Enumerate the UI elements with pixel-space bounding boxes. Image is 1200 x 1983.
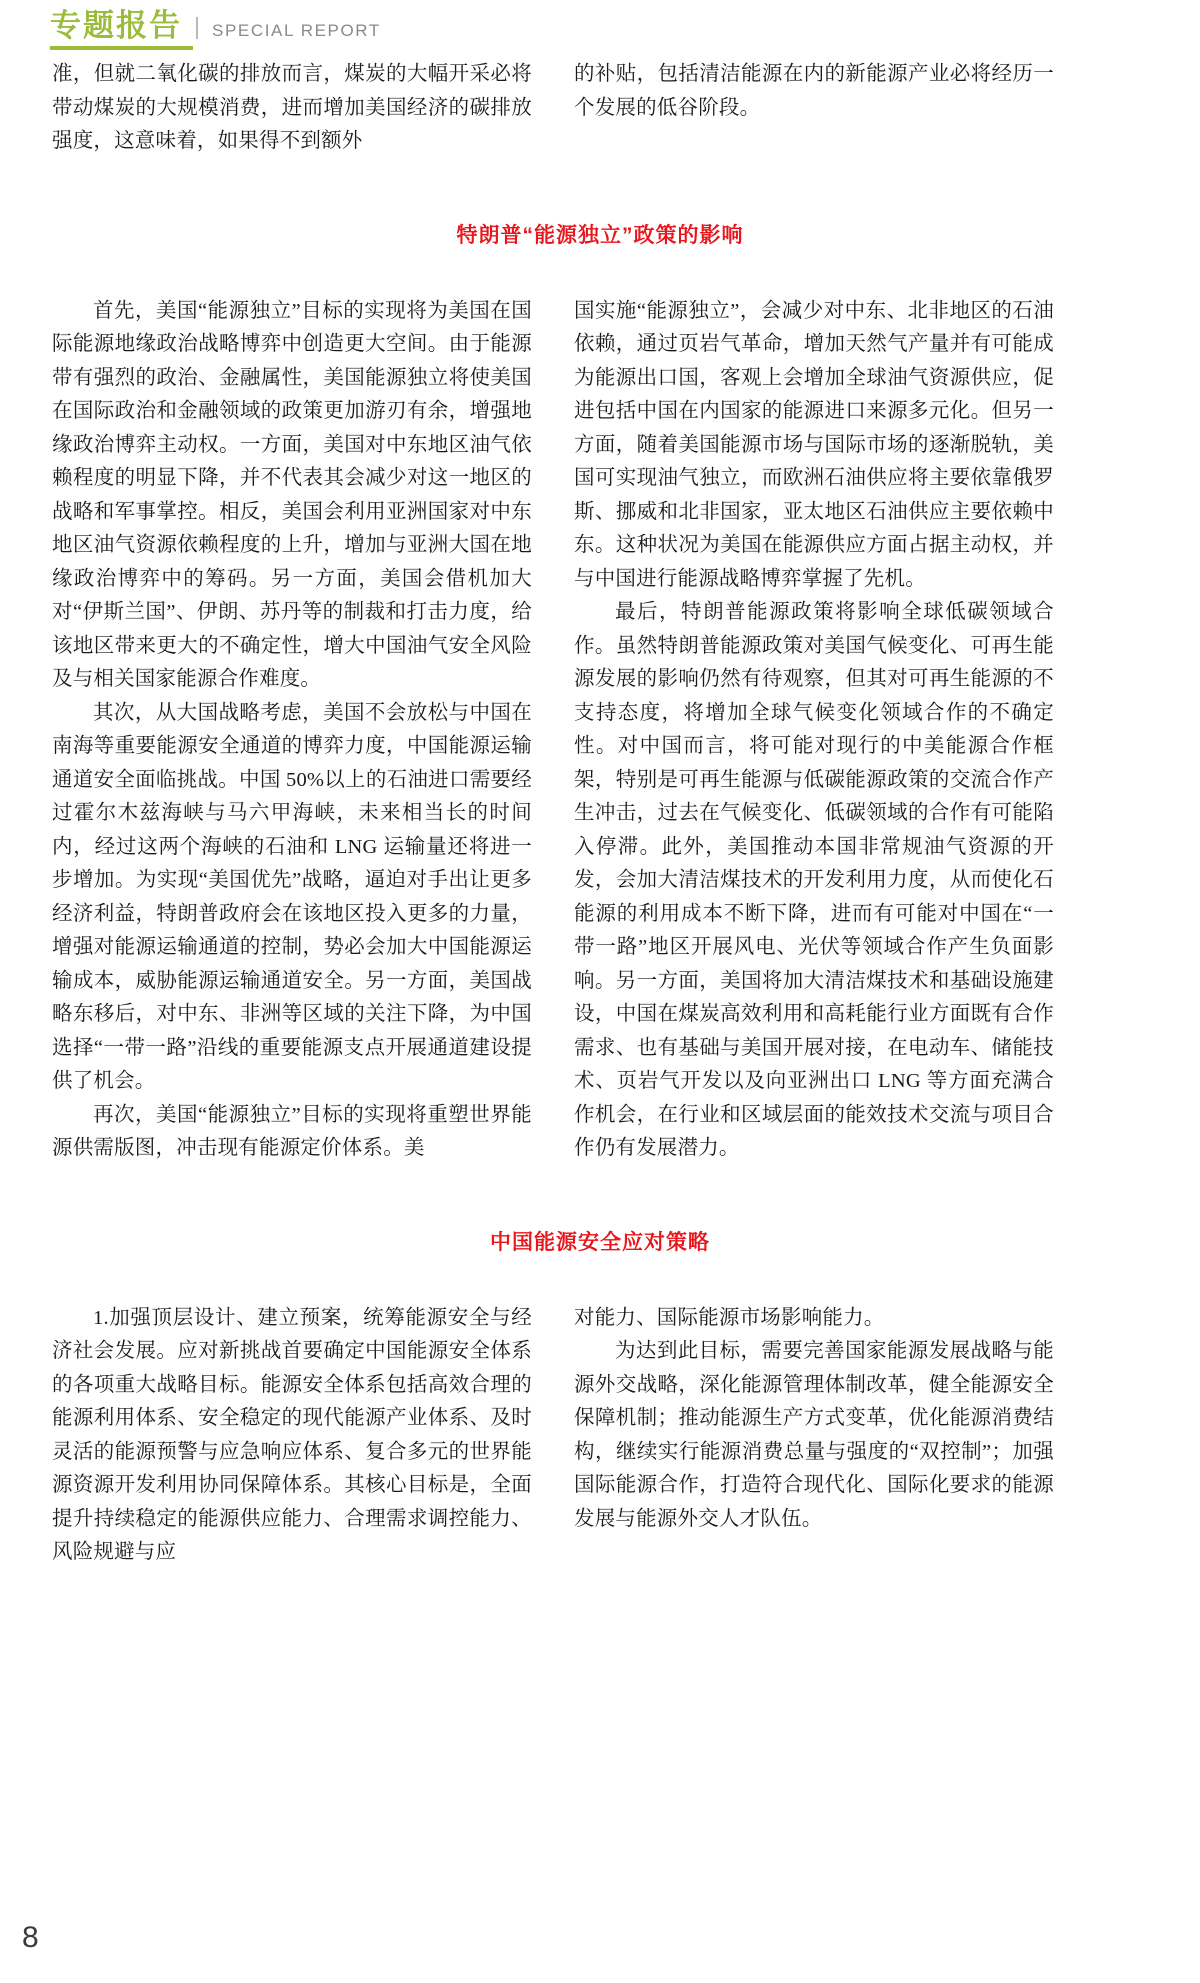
masthead-underline (50, 46, 193, 50)
paragraph: 其次，从大国战略考虑，美国不会放松与中国在南海等重要能源安全通道的博弈力度，中国能源运输通道安全面临挑战。中国 50%以上的石油进口需要经过霍尔木兹海峡与马六甲海峡，未来相当长的时间内，经过这两个海峡的石油和 LNG 运输量还将进一步增加。为实现“美国优先”战略，逼迫对手出让更多经济利益，特朗普政府会在该地区投入更多的力量，增强对能源运输通道的控制，势必会加大中国能源运输成本，威胁能源运输通道安全。另一方面，美国战略东移后，对中东、非洲等区域的关注下降，为中国选择“一带一路”沿线的重要能源支点开展通道建设提供了机会。 (52, 701, 532, 1092)
paragraph: 最后，特朗普能源政策将影响全球低碳领域合作。虽然特朗普能源政策对美国气候变化、可再生能源发展的影响仍然有待观察，但其对可再生能源的不支持态度，将增加全球气候变化领域合作的不确定性。对中国而言，将可能对现行的中美能源合作框架，特别是可再生能源与低碳能源政策的交流合作产生冲击，过去在气候变化、低碳领域的合作有可能陷入停滞。此外，美国推动本国非常规油气资源的开发，会加大清洁煤技术的开发利用力度，从而使化石能源的利用成本不断下降，进而有可能对中国在“一带一路”地区开展风电、光伏等领域合作产生负面影响。另一方面，美国将加大清洁煤技术和基础设施建设，中国在煤炭高效利用和高耗能行业方面既有合作需求、也有基础与美国开展对接，在电动车、储能技术、页岩气开发以及向亚洲出口 LNG 等方面充满合作机会，在行业和区域层面的能效技术交流与项目合作仍有发展潜力。 (574, 601, 1054, 1159)
paragraph: 对能力、国际能源市场影响能力。 (574, 1306, 885, 1329)
section-1-columns (30, 295, 1170, 1166)
top-right-column (574, 58, 1054, 159)
paragraph-top-right: 的补贴，包括清洁能源在内的新能源产业必将经历一个发展的低谷阶段。 (574, 63, 1054, 119)
paragraph: 国实施“能源独立”，会减少对中东、北非地区的石油依赖，通过页岩气革命，增加天然气产量并有可能成为能源出口国，客观上会增加全球油气资源供应，促进包括中国在内国家的能源进口来源多元化。但另一方面，随着美国能源市场与国际市场的逐渐脱轨，美国可实现油气独立，而欧洲石油供应将主要依靠俄罗斯、挪威和北非国家，亚太地区石油供应主要依赖中东。这种状况为美国在能源供应方面占据主动权，并与中国进行能源战略博弈掌握了先机。 (574, 299, 1054, 590)
top-columns (30, 58, 1170, 159)
masthead-title-en: SPECIAL REPORT (212, 21, 381, 40)
spacer (30, 159, 1170, 219)
section-1-right-column (574, 295, 1054, 1166)
page-number: 8 (22, 1921, 39, 1954)
section-2-left-column (52, 1302, 532, 1570)
spacer (30, 1256, 1170, 1302)
top-left-column (52, 58, 532, 159)
masthead (30, 0, 1170, 58)
section-2-right-column (574, 1302, 1054, 1570)
paragraph: 首先，美国“能源独立”目标的实现将为美国在国际能源地缘政治战略博弈中创造更大空间。由于能源带有强烈的政治、金融属性，美国能源独立将使美国在国际政治和金融领域的政策更加游刃有余，增强地缘政治博弈主动权。一方面，美国对中东地区油气依赖程度的明显下降，并不代表其会减少对这一地区的战略和军事掌控。相反，美国会利用亚洲国家对中东地区油气资源依赖程度的上升，增加与亚洲大国在地缘政治博弈中的筹码。另一方面，美国会借机加大对“伊斯兰国”、伊朗、苏丹等的制裁和打击力度，给该地区带来更大的不确定性，增大中国油气安全风险及与相关国家能源合作难度。 (52, 299, 532, 690)
paragraph: 1.加强顶层设计、建立预案，统筹能源安全与经济社会发展。应对新挑战首要确定中国能源安全体系的各项重大战略目标。能源安全体系包括高效合理的能源利用体系、安全稳定的现代能源产业体系、及时灵活的能源预警与应急响应体系、复合多元的世界能源资源开发利用协同保障体系。其核心目标是，全面提升持续稳定的能源供应能力、合理需求调控能力、风险规避与应 (52, 1306, 532, 1563)
spacer (30, 1166, 1170, 1226)
paragraph: 为达到此目标，需要完善国家能源发展战略与能源外交战略，深化能源管理体制改革，健全能源安全保障机制；推动能源生产方式变革，优化能源消费结构，继续实行能源消费总量与强度的“双控制”；加强国际能源合作，打造符合现代化、国际化要求的能源发展与能源外交人才队伍。 (574, 1340, 1054, 1530)
masthead-divider (196, 17, 198, 39)
masthead-title-cn: 专题报告 (50, 8, 182, 43)
paragraph-top-left: 准，但就二氧化碳的排放而言，煤炭的大幅开采必将带动煤炭的大规模消费，进而增加美国经济的碳排放强度，这意味着，如果得不到额外 (52, 63, 532, 152)
paragraph: 再次，美国“能源独立”目标的实现将重塑世界能源供需版图，冲击现有能源定价体系。美 (52, 1103, 532, 1159)
section-heading-2: 中国能源安全应对策略 (490, 1230, 710, 1254)
section-1-left-column (52, 295, 532, 1166)
section-2-columns (30, 1302, 1170, 1570)
spacer (30, 249, 1170, 295)
section-heading-1: 特朗普“能源独立”政策的影响 (456, 223, 744, 247)
